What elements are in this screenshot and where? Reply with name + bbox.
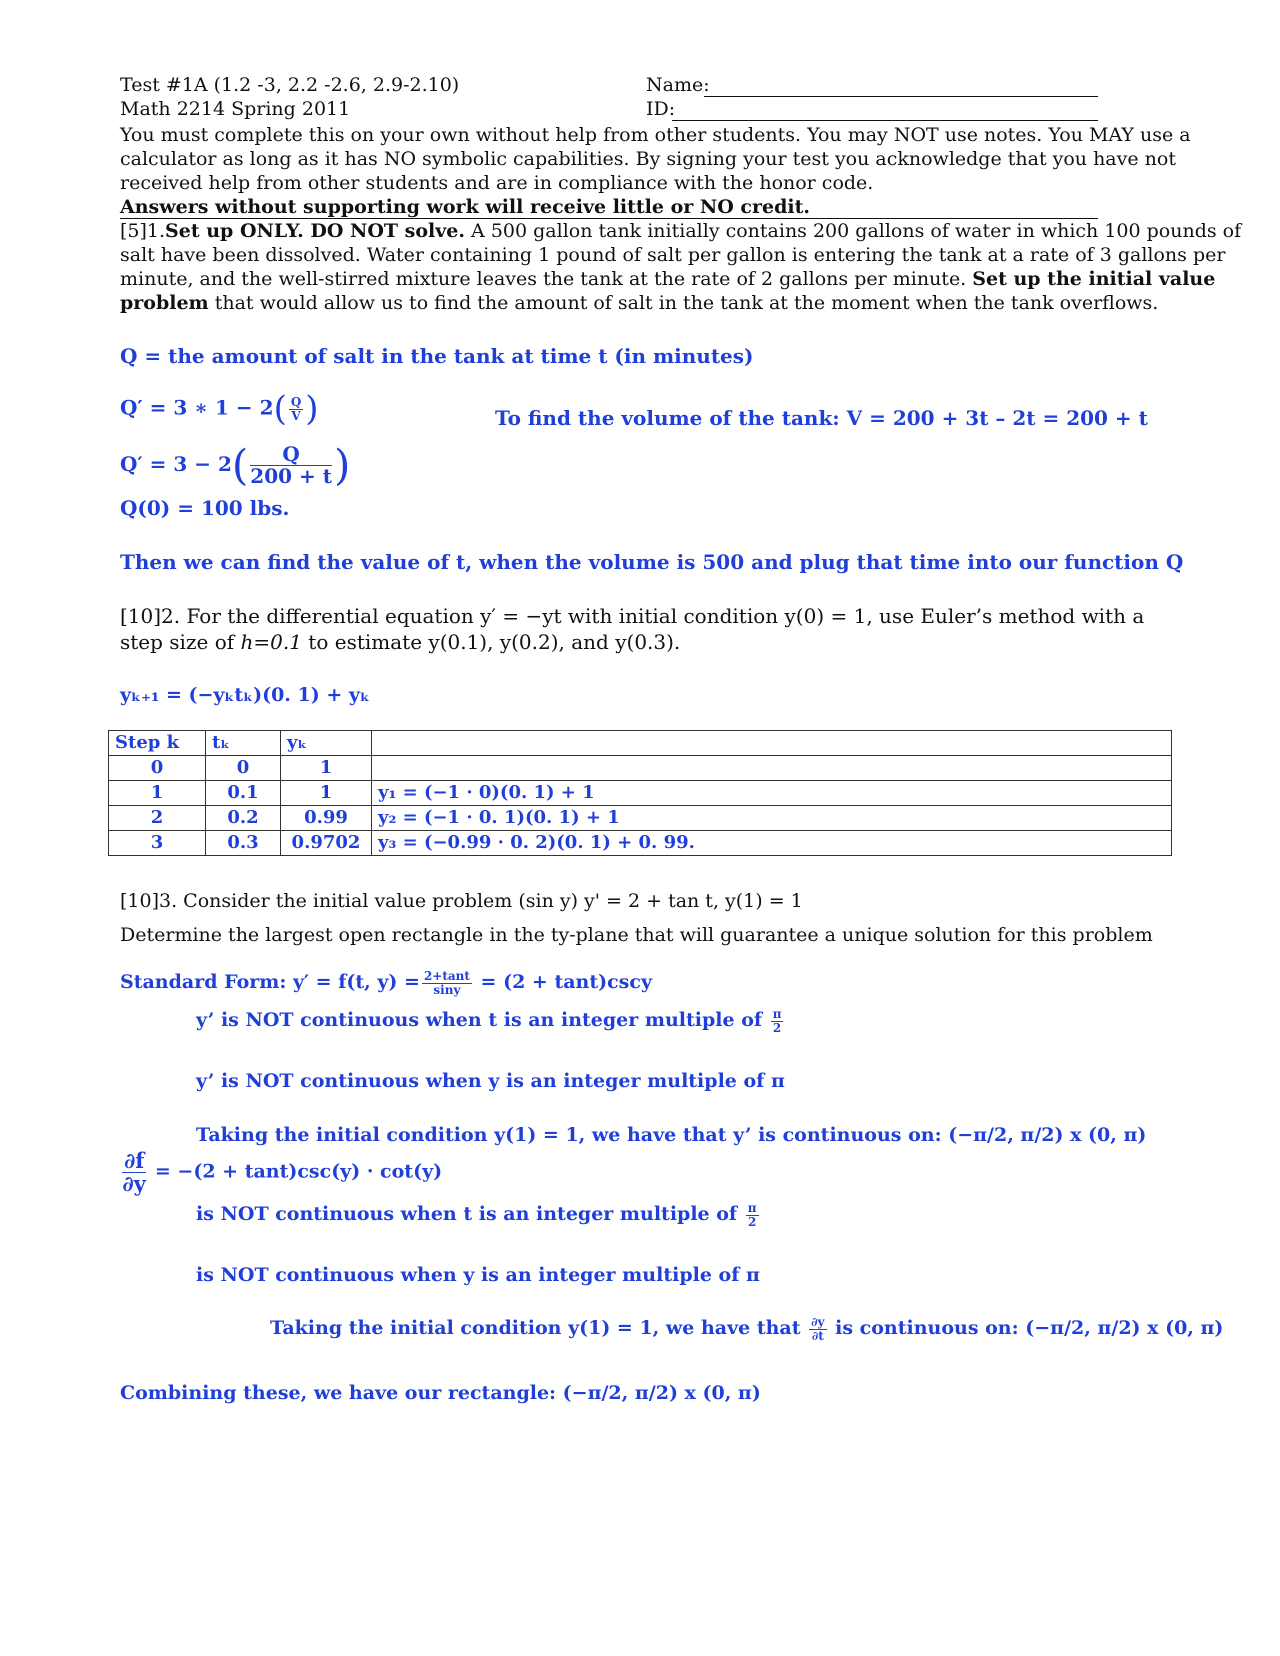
problem2-line-1: [10]2. For the differential equation y′ = −yt with initial condition y(0) = 1, use Euler’s method with a <box>120 604 1145 628</box>
problem1-line-3 <box>120 268 1215 290</box>
cell-t: 0.2 <box>206 806 281 831</box>
problem1-line-1 <box>120 220 1241 242</box>
problem1-line4-rest: that would allow us to find the amount of salt in the tank at the moment when the tank overflows. <box>208 292 1159 314</box>
b3-text-a: Taking the initial condition y(1) = 1, we have that <box>270 1317 808 1340</box>
cell-y: 0.9702 <box>281 831 372 856</box>
std-fraction <box>422 970 472 996</box>
standard-form <box>120 970 652 996</box>
problem1-line4-bold: problem <box>120 292 209 314</box>
combine-line <box>120 1382 761 1404</box>
partial-derivative <box>120 1150 442 1195</box>
b1-line <box>196 1202 761 1228</box>
volume-note: To find the volume of the tank: V = 200 + 3t – 2t = 200 + t <box>495 406 1148 430</box>
b3-interval-tail: x (0, π) <box>1140 1317 1224 1340</box>
header-step: Step k <box>109 731 206 756</box>
a3-line <box>196 1124 1146 1146</box>
problem1-line3-bold: Set up the initial value <box>972 268 1216 290</box>
std-numerator: 2+tant <box>423 969 470 983</box>
df-denominator: ∂y <box>122 1171 146 1197</box>
cell-step: 0 <box>109 756 206 781</box>
cell-y: 1 <box>281 756 372 781</box>
test-title: Test #1A (1.2 -3, 2.2 -2.6, 2.9-2.10) <box>120 74 460 96</box>
combine-interval: (−π/2, π/2) <box>562 1382 678 1404</box>
dy-fraction <box>809 1316 826 1342</box>
cell-step: 1 <box>109 781 206 806</box>
a1-text: y’ is NOT continuous when t is an integer multiple of <box>196 1009 769 1032</box>
answer1-initial: Q(0) = 100 lbs. <box>120 496 290 520</box>
b1-text: is NOT continuous when t is an integer multiple of <box>196 1203 744 1226</box>
answer1-equation-1: Q′ = 3 ∗ 1 − 2( $\frac{Q}{V}$ ) <box>120 389 319 429</box>
table-row <box>109 831 1172 856</box>
a1-fraction <box>771 1008 784 1034</box>
df-rest: = −(2 + tant)csc(y) · cot(y) <box>148 1160 443 1183</box>
cell-t: 0.3 <box>206 831 281 856</box>
a3-interval-tail: x (0, π) <box>1063 1124 1147 1146</box>
dy-denominator: ∂t <box>811 1328 824 1343</box>
cell-y: 0.99 <box>281 806 372 831</box>
eq2-denominator: 200 + t <box>250 464 332 488</box>
warning-line: Answers without supporting work will receive little or NO credit. <box>120 196 810 218</box>
id-label: ID: <box>646 98 676 120</box>
header-work <box>372 731 1172 756</box>
cell-work <box>372 756 1172 781</box>
problem1-points: [5]1. <box>120 220 166 242</box>
id-field-line[interactable] <box>672 120 1098 121</box>
euler-formula: yₖ₊₁ = (−yₖtₖ)(0. 1) + yₖ <box>120 684 370 706</box>
eq2-lhs: Q′ = 3 − 2 <box>120 452 232 476</box>
eq2-fraction <box>250 444 332 487</box>
cell-step: 3 <box>109 831 206 856</box>
df-fraction <box>122 1150 146 1195</box>
cell-y: 1 <box>281 781 372 806</box>
problem1-line-4 <box>120 292 1158 314</box>
eq2-numerator: Q <box>250 444 332 466</box>
cell-work: y₂ = (−1 · 0. 1)(0. 1) + 1 <box>372 806 1172 831</box>
b3-interval: (−π/2, π/2) <box>1025 1317 1141 1340</box>
b1-pi: π <box>747 1201 757 1215</box>
df-numerator: ∂f <box>124 1148 145 1173</box>
b1-fraction <box>746 1202 759 1228</box>
problem1-line1-rest: A 500 gallon tank initially contains 200 gallons of water in which 100 pounds of <box>465 220 1242 242</box>
problem2-line-2 <box>120 630 680 654</box>
problem1-line-2: salt have been dissolved. Water containing 1 pound of salt per gallon is entering the tank at a rate of 3 gallons per <box>120 244 1226 266</box>
cell-t: 0 <box>206 756 281 781</box>
cell-work: y₁ = (−1 · 0)(0. 1) + 1 <box>372 781 1172 806</box>
answer1-equation-2: Q′ = 3 − 2( $\frac{Q}{200 + t}$ ) <box>120 440 351 490</box>
a3-text: Taking the initial condition y(1) = 1, we have that y’ is continuous on: <box>196 1124 949 1146</box>
problem2-line2-b: to estimate y(0.1), y(0.2), and y(0.3). <box>301 630 681 654</box>
header-y: yₖ <box>281 731 372 756</box>
std-denominator: siny <box>433 982 461 997</box>
answer1-conclusion: Then we can find the value of t, when the volume is 500 and plug that time into our function Q <box>120 550 1184 574</box>
table-row <box>109 781 1172 806</box>
eq1-numerator: Q <box>290 394 302 409</box>
instructions-line-1: You must complete this on your own without help from other students. You may NOT use notes. You MAY use a <box>120 124 1191 146</box>
cell-step: 2 <box>109 806 206 831</box>
std-rest: = (2 + tant)cscy <box>473 971 652 994</box>
warning-rule <box>120 218 1098 219</box>
cell-work: y₃ = (−0.99 · 0. 2)(0. 1) + 0. 99. <box>372 831 1172 856</box>
combine-interval-tail: x (0, π) <box>677 1382 761 1404</box>
table-row <box>109 756 1172 781</box>
problem3-line-2: Determine the largest open rectangle in the ty-plane that will guarantee a unique solution for this problem <box>120 924 1153 946</box>
instructions-line-3: received help from other students and are in compliance with the honor code. <box>120 172 874 194</box>
answer1-definition: Q = the amount of salt in the tank at time t (in minutes) <box>120 344 754 368</box>
eq1-denominator: V <box>291 408 301 423</box>
eq1-lhs: Q′ = 3 ∗ 1 − 2 <box>120 395 274 420</box>
problem1-setup: Set up ONLY. DO NOT solve. <box>165 220 466 242</box>
a1-line <box>196 1008 785 1034</box>
table-row <box>109 806 1172 831</box>
name-field-line[interactable] <box>704 96 1098 97</box>
a2-line: y’ is NOT continuous when y is an integer multiple of π <box>196 1070 785 1092</box>
problem2-line2-a: step size of <box>120 630 241 654</box>
a1-two: 2 <box>772 1020 782 1035</box>
b3-line <box>270 1316 1223 1342</box>
header-t: tₖ <box>206 731 281 756</box>
b3-text-b: is continuous on: <box>828 1317 1026 1340</box>
a1-pi: π <box>772 1007 782 1021</box>
problem1-line3-a: minute, and the well-stirred mixture leaves the tank at the rate of 2 gallons per minute. <box>120 268 973 290</box>
name-label: Name: <box>646 74 710 96</box>
euler-table <box>108 730 1172 856</box>
a3-interval: (−π/2, π/2) <box>948 1124 1064 1146</box>
combine-text: Combining these, we have our rectangle: <box>120 1382 563 1404</box>
problem2-step: h=0.1 <box>240 630 302 654</box>
cell-t: 0.1 <box>206 781 281 806</box>
course-title: Math 2214 Spring 2011 <box>120 98 351 120</box>
b1-two: 2 <box>747 1214 757 1229</box>
std-label: Standard Form: y′ = f(t, y) = <box>120 971 420 994</box>
dy-numerator: ∂y <box>811 1315 825 1329</box>
table-header-row <box>109 731 1172 756</box>
problem3-line-1: [10]3. Consider the initial value problem (sin y) y' = 2 + tan t, y(1) = 1 <box>120 890 803 912</box>
eq1-fraction <box>289 396 303 422</box>
b2-line: is NOT continuous when y is an integer multiple of π <box>196 1264 760 1286</box>
instructions-line-2: calculator as long as it has NO symbolic capabilities. By signing your test you acknowledge that you have not <box>120 148 1176 170</box>
